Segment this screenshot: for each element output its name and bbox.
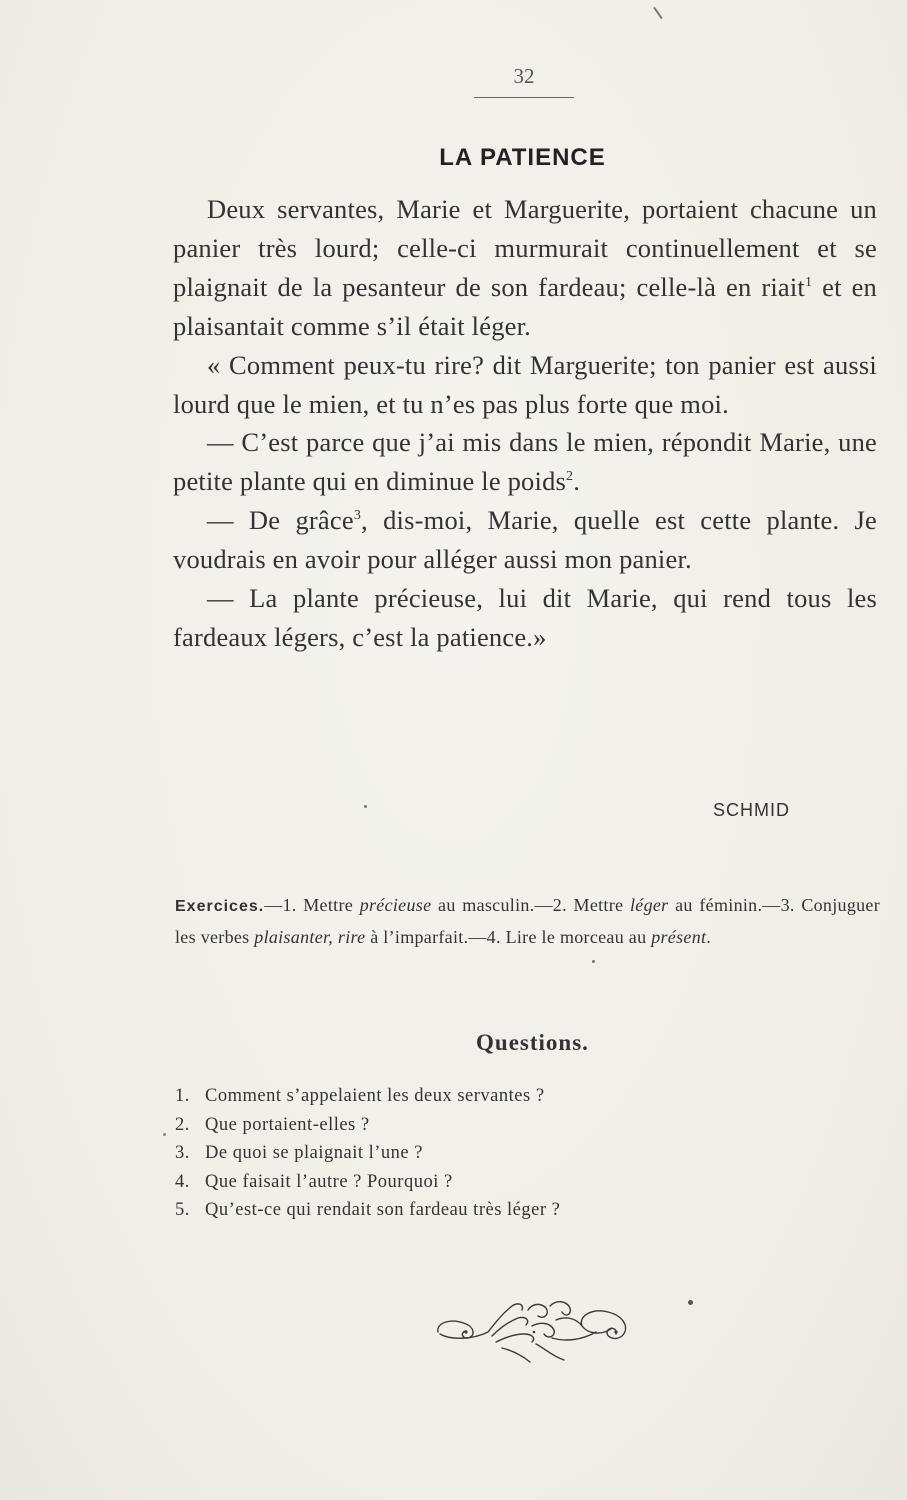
exercises-word-2: léger: [629, 895, 669, 915]
questions-list: [175, 1082, 795, 1225]
paragraph-1-text-end: et en plaisantait comme s’il était léger.: [173, 271, 877, 341]
questions-heading: Questions.: [476, 1030, 589, 1055]
paragraph-3-text-end: .: [573, 466, 581, 497]
decorative-flourish-icon: [432, 1292, 634, 1366]
exercises-block: [175, 890, 880, 953]
question-number: 5.: [175, 1200, 190, 1220]
paragraph-3-text: — C’est parce que j’ai mis dans le mien, répondit Marie, une petite plante qui en diminue le poids: [173, 427, 877, 497]
story-text: [173, 190, 877, 657]
question-item: [175, 1082, 795, 1111]
exercises-word-1: précieuse: [359, 895, 432, 915]
question-item: [175, 1139, 795, 1168]
story-paragraph-1: [173, 190, 877, 346]
question-text: Qu’est-ce qui rendait son fardeau très léger ?: [205, 1200, 561, 1220]
story-title: LA PATIENCE: [439, 144, 606, 171]
question-text: Que faisait l’autre ? Pourquoi ?: [205, 1171, 453, 1192]
question-number: 4.: [175, 1171, 190, 1192]
story-paragraph-5: — La plante précieuse, lui dit Marie, qui rend tous les fardeaux légers, c’est la patience.»: [173, 583, 877, 652]
question-number: 2.: [175, 1114, 190, 1135]
print-speck: [364, 805, 367, 808]
footnote-marker-2: 2: [566, 469, 574, 485]
paragraph-4-text: — De grâce: [207, 505, 354, 536]
story-paragraph-2: « Comment peux-tu rire? dit Marguerite; ton panier est aussi lourd que le mien, et tu n’es pas plus forte que moi.: [173, 349, 877, 419]
story-paragraph-4: [173, 501, 877, 579]
print-speck: [653, 7, 663, 20]
exercises-label: Exercices.: [175, 898, 265, 915]
page-number: 32: [513, 64, 535, 88]
question-text: De quoi se plaignait l’une ?: [205, 1143, 423, 1163]
exercises-text-5: .: [706, 927, 712, 947]
exercises-text-2: au masculin.—2. Mettre: [431, 895, 630, 915]
print-speck: [163, 1133, 166, 1136]
exercises-word-4: présent: [651, 927, 707, 947]
author-signature: SCHMID: [713, 800, 790, 820]
question-item: [175, 1168, 795, 1197]
paragraph-1-text: Deux servantes, Marie et Marguerite, portaient chacune un panier très lourd; celle-ci murmurait continuellement et se plaignait de la pesanteur de son fardeau; celle-là en riait: [173, 194, 877, 302]
question-text: Que portaient-elles ?: [205, 1114, 370, 1135]
question-item: [175, 1111, 795, 1140]
print-speck: [688, 1300, 693, 1305]
exercises-text-4: à l’imparfait.—4. Lire le morceau au: [365, 927, 652, 947]
exercises-text-1: —1. Mettre: [264, 895, 360, 915]
question-number: 1.: [175, 1086, 190, 1106]
exercises-text-3: au féminin.—3. Conjuguer les verbes: [175, 895, 881, 947]
question-text: Comment s’appelaient les deux servantes ?: [205, 1086, 545, 1106]
question-item: [175, 1196, 795, 1225]
question-number: 3.: [175, 1143, 190, 1163]
footnote-marker-1: 1: [805, 274, 813, 290]
paragraph-4-text-end: , dis-moi, Marie, quelle est cette plante. Je voudrais en avoir pour alléger aussi mon panier.: [173, 505, 877, 575]
footnote-marker-3: 3: [353, 508, 362, 524]
page-number-rule: [474, 97, 574, 98]
print-speck: [592, 960, 595, 963]
exercises-word-3: plaisanter, rire: [254, 927, 366, 947]
story-paragraph-3: [173, 423, 877, 501]
